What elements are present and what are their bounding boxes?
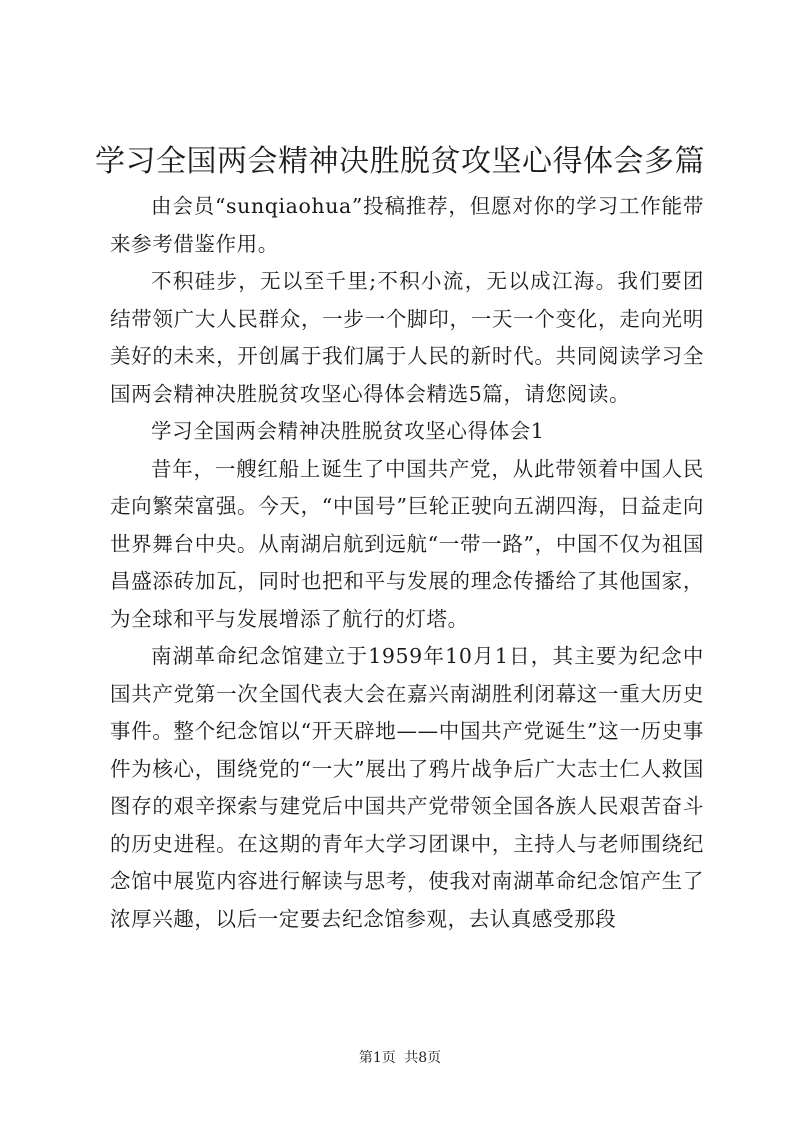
summary-paragraph: 不积硅步，无以至千里;不积小流，无以成江海。我们要团结带领广大人民群众，一步一个脚印，一天一个变化，走向光明美好的未来，开创属于我们属于人民的新时代。共同阅读学习全国两会精神决胜脱贫攻坚心得体会精选5篇，请您阅读。 [110,269,704,406]
intro-paragraph: 由会员“sunqiaohua”投稿推荐，但愿对你的学习工作能带来参考借鉴作用。 [110,194,704,256]
body-paragraph: 南湖革命纪念馆建立于1959年10月1日，其主要为纪念中国共产党第一次全国代表大会在嘉兴南湖胜利闭幕这一重大历史事件。整个纪念馆以“开天辟地——中国共产党诞生”这一历史事件为核心，围绕党的“一大”展出了鸦片战争后广大志士仁人救国图存的艰辛探索与建党后中国共产党带领全国各族人民艰苦奋斗的历史进程。在这期的青年大学习团课中，主持人与老师围绕纪念馆中展览内容进行解读与思考，使我对南湖革命纪念馆产生了浓厚兴趣，以后一定要去纪念馆参观，去认真感受那段 [110,644,704,931]
body-paragraph: 昔年，一艘红船上诞生了中国共产党，从此带领着中国人民走向繁荣富强。今天，“中国号”巨轮正驶向五湖四海，日益走向世界舞台中央。从南湖启航到远航“一带一路”，中国不仅为祖国昌盛添砖加瓦，同时也把和平与发展的理念传播给了其他国家，为全球和平与发展增添了航行的灯塔。 [110,456,704,631]
document-body [110,188,704,938]
document-title: 学习全国两会精神决胜脱贫攻坚心得体会多篇 [95,144,705,179]
page-total: 共8页 [404,1050,442,1066]
page-number: 第1页 [358,1050,396,1066]
page-footer [0,1048,800,1068]
section-heading: 学习全国两会精神决胜脱贫攻坚心得体会1 [151,419,545,443]
